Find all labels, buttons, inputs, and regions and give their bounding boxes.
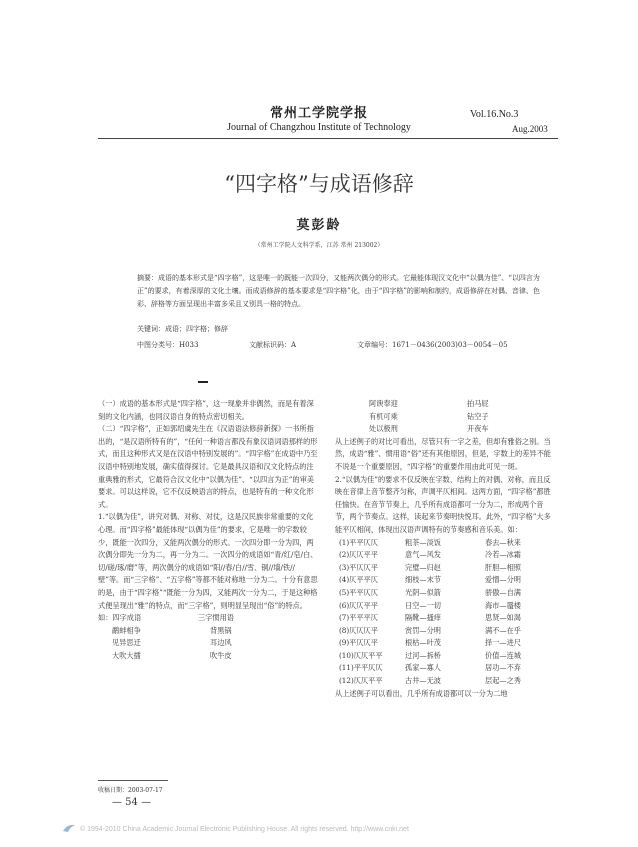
compare-header-idiom: 如：四字成语 — [98, 613, 142, 623]
tone-pattern: (11)平平仄仄 — [339, 663, 383, 673]
footnote-rule — [98, 780, 168, 781]
example-b: 层起—之秀 — [485, 676, 521, 686]
example-b: 冷若—冰霜 — [485, 550, 521, 560]
header-rule — [98, 138, 558, 139]
journal-title-cn: 常州工学院学报 — [269, 106, 368, 121]
example-b: 思贤—如渴 — [485, 613, 521, 623]
copyright-notice: © 1994-2010 China Academic Journal Electronic Publishing House. All rights reserved. http://www.cnki.net — [80, 826, 409, 833]
example-a: 光阴—似箭 — [405, 587, 441, 597]
tone-pattern: (8)仄仄仄平 — [339, 625, 378, 635]
example-a: 日空—一切 — [405, 600, 441, 610]
tone-pattern: (5)平平仄仄 — [339, 587, 378, 597]
compare-header-usage: 三字惯用语 — [198, 613, 234, 623]
colloquial: 拍马屁 — [467, 399, 489, 408]
paragraph: 1.“以偶为佳”，讲究对偶、对称、对仗，这是汉民族非常重要的文化心理。而“四字格”最能体现“以偶为佳”的要求，它是唯一的字数较少，既能一次四分，又能两次偶分的形式。一次四分即一分为四，两次偶分即先一分为二，再一分为二。一次四分的成语如“青/红/皂/白、切/磋/琢/磨”等，两次偶分的成语如“阳//春/白//雪、铜//墙/铁//壁”等。而“三字格”、“五字格”等都不能对称地一分为二。十分有意思的是，由于“四字格”“既能一分为四，又能两次一分为二，于是这种格式便呈现出“雅”的特点，而“三字格”，则明显呈现出“俗”的特点。 — [98, 512, 318, 610]
tone-row — [335, 625, 557, 638]
paragraph: （二）“四字格”，正如郭绍虞先生在《汉语语法修辞新探》一书所指出的，“是汉语所特有的”，“任何一种语言都没有象汉语词语那样的形式，而且这种形式又是在汉语中特别发展的”。“四字格”在成语中乃至汉语中特别地发展，确实值得探讨。它是最具汉语和汉文化特点的注重典雅的形式，它最符合汉文化中“以偶为佳”、“以四言为正”的审美要求。可以这样说，它不仅反映语言的特点，也是特有的一种文化形式。 — [98, 424, 318, 509]
right-column — [335, 398, 557, 700]
idiom: 大吹大擂 — [112, 650, 141, 660]
volume-info: Vol.16.No.3 — [470, 109, 519, 120]
example-a: 赏罚—分明 — [405, 625, 441, 635]
tone-row — [335, 537, 557, 550]
compare-row — [98, 650, 320, 663]
example-b: 择一—进尺 — [485, 638, 521, 648]
tone-pattern: (7)平平平仄 — [339, 613, 378, 623]
example-a: 意气—风发 — [405, 550, 441, 560]
colloquial: 开夜车 — [467, 424, 489, 434]
tone-row — [335, 662, 557, 675]
tone-pattern: (1)平平仄仄 — [339, 537, 378, 547]
publisher-logo-icon — [62, 823, 76, 833]
tone-pattern: (3)平仄仄平 — [339, 562, 378, 572]
example-a: 粗茶—淡饭 — [405, 537, 441, 547]
compare-row — [98, 637, 320, 650]
example-a: 隔靴—搔痒 — [405, 613, 441, 623]
example-b: 海市—蜃楼 — [485, 600, 521, 610]
paragraph: 2.“以偶为佳”的要求不仅反映在字数、结构上的对偶、对称，而且反映在音律上音节整齐匀称，声调平仄相间。这两方面，“四字格”都胜任愉快。在音节节奏上，几乎所有成语都可一分为二，形成两个音节，两个节奏点。这样，读起来节奏明快悦耳。此外，“四字格”大多能平仄相间，体现出汉语声调特有的节奏感和音乐美。如： — [335, 474, 551, 534]
example-b: 价值—连城 — [485, 650, 521, 660]
compare-row — [335, 411, 557, 424]
journal-title-en: Journal of Changzhou Institute of Technology — [227, 122, 411, 133]
idiom: 有机可乘 — [369, 411, 398, 421]
tone-row — [335, 675, 557, 688]
example-a: 完璧—归赵 — [405, 562, 441, 572]
example-a: 根枯—叶茂 — [405, 638, 441, 648]
idiom: 处以极刑 — [369, 424, 398, 434]
abstract: 摘要：成语的基本形式是“四字格”，这是唯一的既能一次四分，又能两次偶分的形式。它最能体现汉文化中“以偶为佳”、“以四言为正”的要求，有着深厚的文化土壤。而成语修辞的基本要求是“四字格”化，由于“四字格”的影响和制约，成语修辞在对偶、音律、色彩、辞格等方面呈现出丰富多采且又别具一格的特点。 — [137, 274, 540, 308]
example-a: 古井—无波 — [405, 676, 441, 686]
colloquial: 背黑锅 — [210, 625, 232, 635]
tone-pattern: (6)仄仄平平 — [339, 600, 378, 610]
tone-row — [335, 562, 557, 575]
tone-pattern: (12)仄仄平平 — [339, 676, 383, 686]
compare-row — [335, 423, 557, 436]
page-number: — 54 — — [112, 797, 152, 808]
tone-row — [335, 637, 557, 650]
author-affiliation: （常州工学院人文科学系，江苏 常州 213002） — [254, 242, 384, 249]
compare-row — [335, 398, 557, 411]
tone-row — [335, 574, 557, 587]
tone-pattern: (9)平仄仄平 — [339, 638, 378, 648]
clc-number: 中图分类号：H033 — [137, 341, 199, 349]
example-b: 春去—秋来 — [485, 537, 521, 547]
idiom: 见异思迁 — [112, 638, 141, 648]
example-b: 肝胆—相照 — [485, 562, 521, 572]
paragraph: （一）成语的基本形式是“四字格”，这一现象并非偶然，而是有着深刻的文化内涵，也同汉语自身的特点密切相关。 — [98, 399, 314, 421]
compare-row — [98, 625, 320, 638]
tone-row — [335, 650, 557, 663]
received-date: 收稿日期：2003-07-17 — [98, 787, 163, 794]
tone-row — [335, 600, 557, 613]
keywords: 关键词：成语；四字格；修辞 — [137, 325, 228, 333]
colloquial: 钻空子 — [467, 411, 489, 421]
example-b: 骄傲—自满 — [485, 587, 521, 597]
issue-date: Aug.2003 — [512, 124, 548, 134]
example-a: 孤家—寡人 — [405, 663, 441, 673]
left-column — [98, 398, 320, 662]
idiom: 阿谀奉迎 — [369, 399, 398, 408]
tone-row — [335, 587, 557, 600]
compare-header — [98, 612, 320, 625]
article-title: “四字格”与成语修辞 — [224, 172, 414, 196]
tone-pattern: (4)仄平平仄 — [339, 575, 378, 585]
example-a: 细枝—末节 — [405, 575, 441, 585]
paragraph: 从上述例子可以看出，几乎所有成语都可以一分为二地 — [335, 688, 508, 698]
idiom: 鹬蚌相争 — [112, 625, 141, 635]
section-dash — [198, 381, 208, 383]
document-code: 文献标识码：A — [249, 341, 297, 349]
tone-pattern: (10)仄仄平平 — [339, 650, 383, 660]
example-b: 爱憎—分明 — [485, 575, 521, 585]
colloquial: 吹牛皮 — [210, 650, 232, 660]
paragraph: 从上述例子的对比可看出，尽管只有一字之差，但却有雅俗之别。当然，成语“雅”、惯用语“俗”还有其他原因，但是，字数上的差异不能不说是一个重要原因，“四字格”的重要作用由此可见一斑。 — [335, 436, 551, 471]
article-number: 文章编号：1671－0436(2003)03－0054－05 — [357, 341, 508, 349]
example-a: 过河—拆桥 — [405, 650, 441, 660]
article-author: 莫彭龄 — [296, 218, 342, 233]
tone-row — [335, 612, 557, 625]
colloquial: 耳边风 — [210, 638, 232, 648]
example-b: 满不—在乎 — [485, 625, 521, 635]
tone-pattern: (2)仄仄平平 — [339, 550, 378, 560]
tone-row — [335, 549, 557, 562]
example-b: 居功—不弃 — [485, 663, 521, 673]
